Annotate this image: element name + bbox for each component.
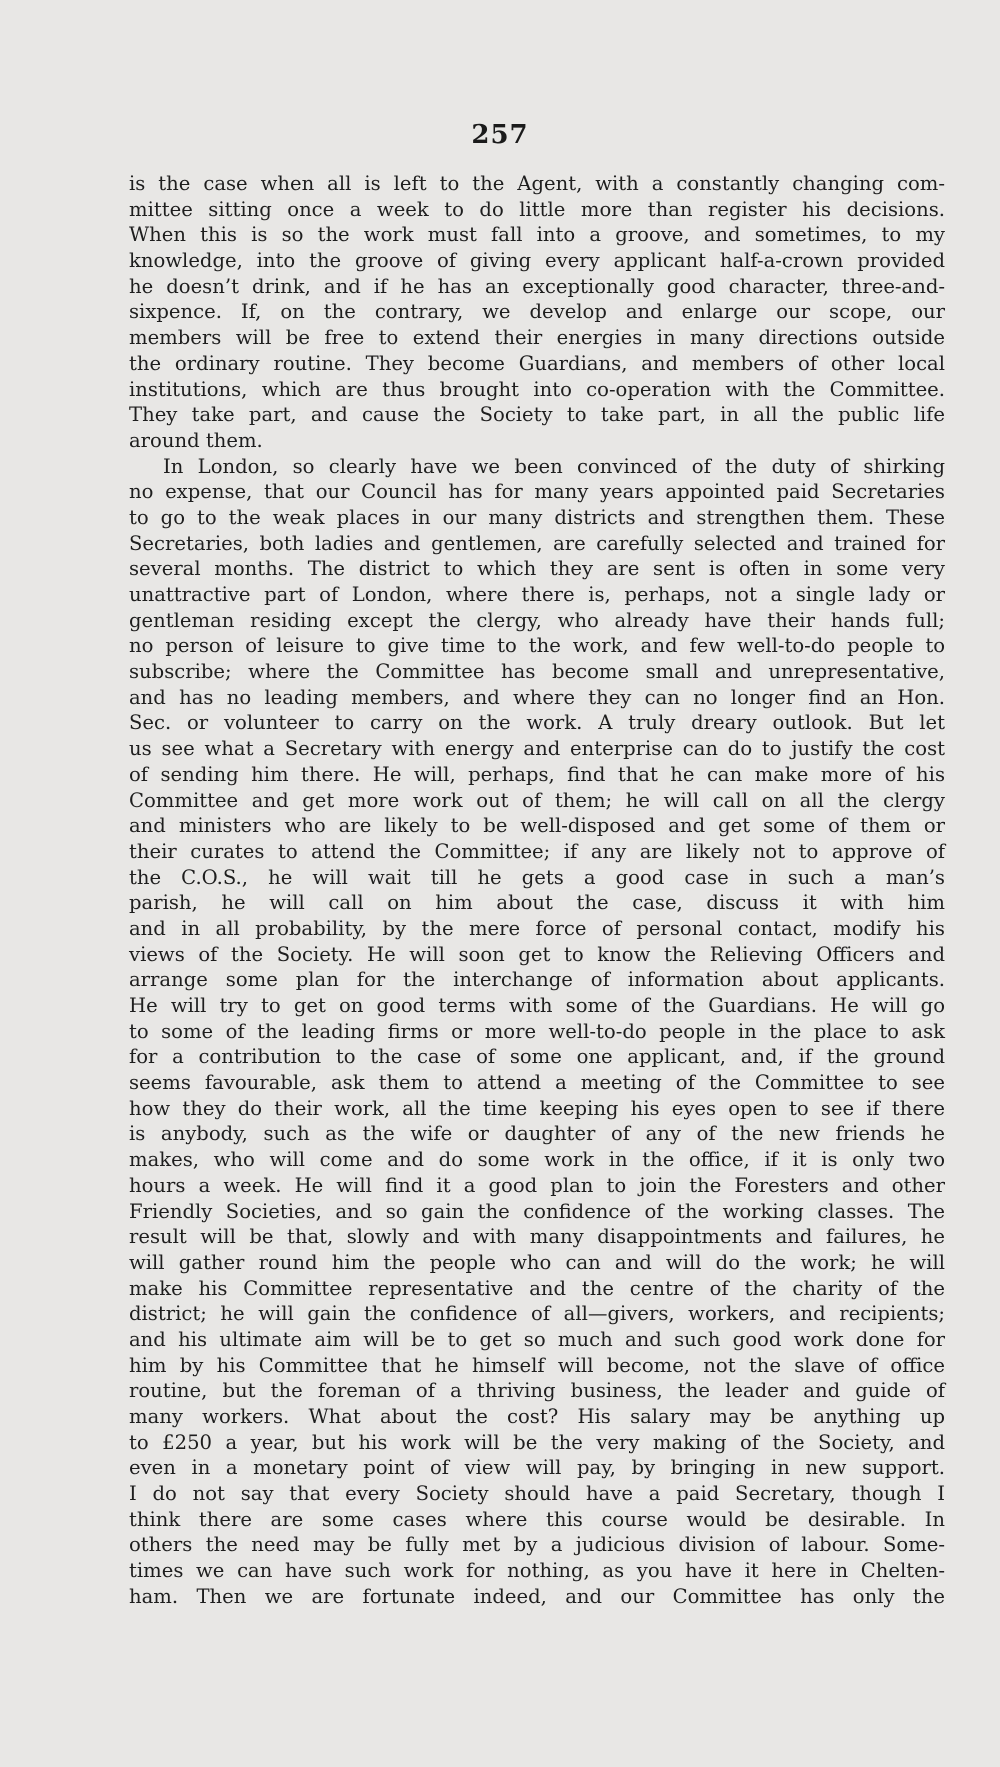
text-line: mittee sitting once a week to do little more than register his decisions. xyxy=(129,197,945,221)
text-line: Sec. or volunteer to carry on the work. A truly dreary outlook. But let xyxy=(129,711,945,735)
text-line: result will be that, slowly and with many disappointments and failures, he xyxy=(129,1225,945,1249)
text-line: several months. The district to which they are sent is often in some very xyxy=(129,557,945,581)
text-line: They take part, and cause the Society to take part, in all the public life xyxy=(129,403,945,427)
text-line: is anybody, such as the wife or daughter of any of the new friends he xyxy=(129,1122,945,1146)
text-line: no person of leisure to give time to the work, and few well-to-do people to xyxy=(129,634,945,658)
text-line: times we can have such work for nothing, as you have it here in Chelten- xyxy=(129,1559,945,1583)
text-line: Friendly Societies, and so gain the confidence of the working classes. The xyxy=(129,1199,945,1223)
text-line: routine, but the foreman of a thriving business, the leader and guide of xyxy=(129,1379,945,1403)
text-line: arrange some plan for the interchange of information about applicants. xyxy=(129,968,945,992)
text-line: and his ultimate aim will be to get so much and such good work done for xyxy=(129,1327,945,1351)
text-line: others the need may be fully met by a judicious division of labour. Some- xyxy=(129,1533,945,1557)
text-line: makes, who will come and do some work in the office, if it is only two xyxy=(129,1148,945,1172)
text-line: Secretaries, both ladies and gentlemen, are carefully selected and trained for xyxy=(129,531,945,555)
text-line: district; he will gain the confidence of all—givers, workers, and recipients; xyxy=(129,1302,945,1326)
text-line: him by his Committee that he himself will become, not the slave of office xyxy=(129,1353,945,1377)
text-line: In London, so clearly have we been convinced of the duty of shirking xyxy=(163,454,945,478)
text-line: how they do their work, all the time keeping his eyes open to see if there xyxy=(129,1096,945,1120)
text-line: institutions, which are thus brought into co-operation with the Committee. xyxy=(129,377,945,401)
text-line: Committee and get more work out of them; he will call on all the clergy xyxy=(129,788,945,812)
text-line: hours a week. He will find it a good plan to join the Foresters and other xyxy=(129,1173,945,1197)
text-line: even in a monetary point of view will pay, by bringing in new support. xyxy=(129,1456,945,1480)
text-line: of sending him there. He will, perhaps, find that he can make more of his xyxy=(129,762,945,786)
text-line: to some of the leading firms or more well-to-do people in the place to ask xyxy=(129,1019,945,1043)
text-line: ham. Then we are fortunate indeed, and our Committee has only the xyxy=(129,1584,945,1608)
page-body-text xyxy=(129,171,945,1610)
text-line: unattractive part of London, where there is, perhaps, not a single lady or xyxy=(129,583,945,606)
text-line: views of the Society. He will soon get to know the Relieving Officers and xyxy=(129,942,945,966)
text-line: members will be free to extend their energies in many directions outside xyxy=(129,326,945,350)
text-line: I do not say that every Society should have a paid Secretary, though I xyxy=(129,1482,945,1506)
text-line: subscribe; where the Committee has become small and unrepresentative, xyxy=(129,660,945,684)
text-line: the ordinary routine. They become Guardians, and members of other local xyxy=(129,351,945,375)
text-line: When this is so the work must fall into a groove, and sometimes, to my xyxy=(129,223,945,247)
text-line: seems favourable, ask them to attend a meeting of the Committee to see xyxy=(129,1071,945,1095)
text-line: knowledge, into the groove of giving every applicant half-a-crown provided xyxy=(129,249,945,273)
text-line: to £250 a year, but his work will be the very making of the Society, and xyxy=(129,1430,945,1454)
text-line: he doesn’t drink, and if he has an exceptionally good character, three-and- xyxy=(129,274,945,298)
text-line: their curates to attend the Committee; if any are likely not to approve of xyxy=(129,839,945,863)
text-line: gentleman residing except the clergy, who already have their hands full; xyxy=(129,608,945,632)
text-line: sixpence. If, on the contrary, we develop and enlarge our scope, our xyxy=(129,300,945,324)
text-line: no expense, that our Council has for many years appointed paid Secretaries xyxy=(129,480,945,504)
text-line: around them. xyxy=(129,428,263,452)
text-line: for a contribution to the case of some one applicant, and, if the ground xyxy=(129,1045,945,1069)
text-line: parish, he will call on him about the case, discuss it with him xyxy=(129,891,945,915)
text-line: many workers. What about the cost? His salary may be anything up xyxy=(129,1405,945,1428)
page-number: 257 xyxy=(471,120,529,150)
text-line: us see what a Secretary with energy and enterprise can do to justify the cost xyxy=(129,737,945,761)
text-line: and has no leading members, and where they can no longer find an Hon. xyxy=(129,685,945,709)
text-line: is the case when all is left to the Agent, with a constantly changing com- xyxy=(129,172,945,195)
text-line: and in all probability, by the mere force of personal contact, modify his xyxy=(129,916,945,940)
text-line: make his Committee representative and the centre of the charity of the xyxy=(129,1276,945,1300)
text-line: and ministers who are likely to be well-disposed and get some of them or xyxy=(129,814,945,838)
text-line: He will try to get on good terms with some of the Guardians. He will go xyxy=(129,994,945,1017)
text-line: to go to the weak places in our many districts and strengthen them. These xyxy=(129,505,945,529)
text-line: the C.O.S., he will wait till he gets a good case in such a man’s xyxy=(129,865,945,889)
text-line: will gather round him the people who can and will do the work; he will xyxy=(129,1250,945,1274)
text-line: think there are some cases where this course would be desirable. In xyxy=(129,1507,945,1531)
